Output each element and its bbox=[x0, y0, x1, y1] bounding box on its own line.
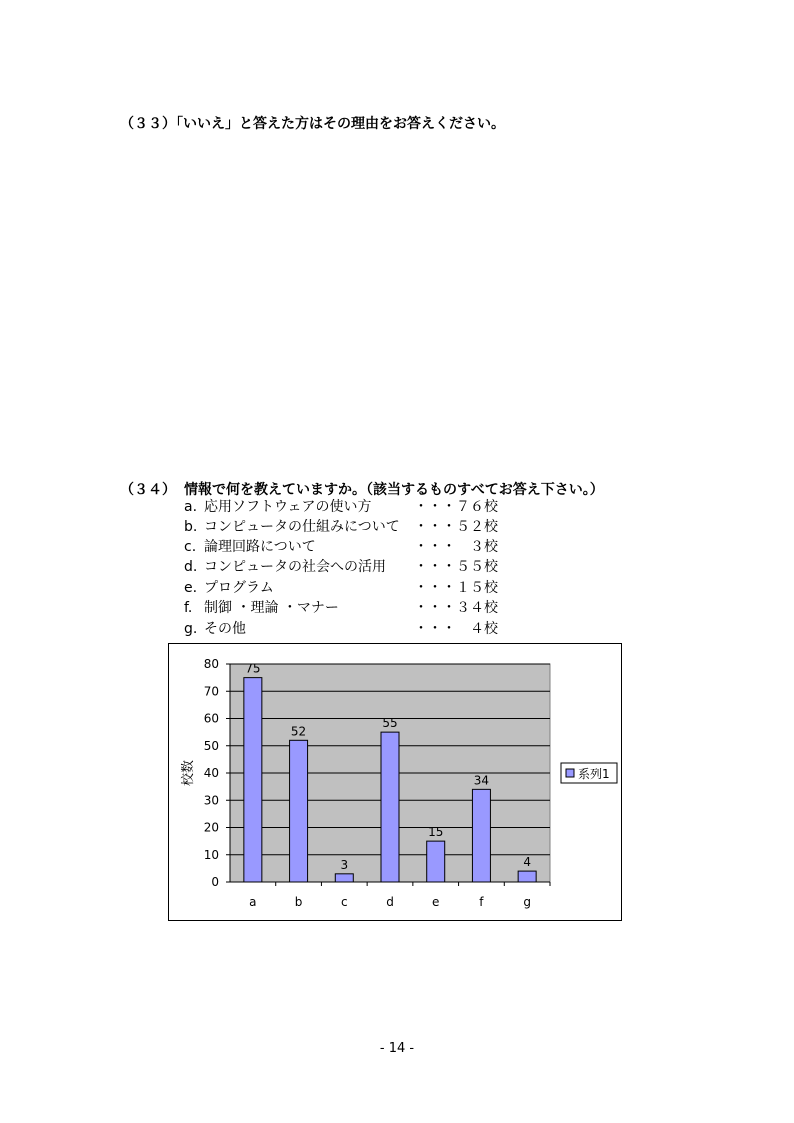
x-tick-label: c bbox=[340, 895, 348, 909]
y-tick-label: 60 bbox=[203, 711, 219, 726]
option-g bbox=[184, 619, 498, 639]
x-tick-label: g bbox=[523, 895, 531, 909]
option-e bbox=[184, 578, 498, 598]
option-label: その他 bbox=[204, 621, 246, 637]
option-letter: d. bbox=[184, 559, 198, 575]
option-letter: a. bbox=[184, 499, 198, 515]
y-tick-label: 40 bbox=[203, 766, 219, 780]
question-33: （３３）「いいえ」と答えた方はその理由をお答えください。 bbox=[120, 116, 505, 132]
x-tick-label: d bbox=[386, 895, 394, 909]
option-letter: g. bbox=[184, 621, 198, 637]
option-label: 論理回路について bbox=[204, 539, 316, 555]
y-tick-label: 30 bbox=[203, 793, 219, 808]
bar-chart bbox=[168, 643, 622, 921]
y-tick-label: 0 bbox=[211, 875, 219, 889]
legend-label: 系列1 bbox=[578, 767, 610, 781]
bar-chart-svg bbox=[169, 644, 621, 920]
data-label: 75 bbox=[245, 661, 261, 676]
option-count: ・・・５２校 bbox=[414, 519, 498, 535]
option-label: 制御 ・理論 ・マナー bbox=[204, 600, 339, 616]
bar bbox=[427, 841, 445, 882]
y-tick-label: 50 bbox=[203, 738, 219, 753]
option-letter: c. bbox=[184, 539, 197, 555]
y-tick-label: 80 bbox=[203, 657, 219, 671]
y-tick-label: 70 bbox=[203, 684, 219, 699]
bar bbox=[518, 871, 536, 882]
y-axis-label: 校数 bbox=[181, 759, 196, 787]
question-34-number: （３４） bbox=[120, 482, 176, 498]
x-tick-label: e bbox=[432, 895, 440, 909]
option-label: プログラム bbox=[204, 580, 274, 596]
y-tick-label: 10 bbox=[203, 847, 219, 862]
option-label: コンピュータの社会への活用 bbox=[204, 559, 386, 575]
x-tick-label: b bbox=[294, 895, 303, 909]
option-count: ・・・３４校 bbox=[414, 600, 498, 616]
x-tick-label: a bbox=[249, 895, 257, 909]
data-label: 52 bbox=[290, 724, 307, 739]
option-count: ・・・１５校 bbox=[414, 580, 498, 596]
option-count: ・・・７６校 bbox=[414, 499, 498, 515]
bar bbox=[472, 789, 490, 882]
data-label: 55 bbox=[382, 716, 398, 731]
data-label: 34 bbox=[473, 773, 490, 788]
option-count: ・・・ ３校 bbox=[414, 539, 498, 555]
bar bbox=[244, 678, 262, 882]
bar bbox=[335, 874, 353, 882]
option-f bbox=[184, 598, 498, 618]
option-label: 応用ソフトウェアの使い方 bbox=[204, 499, 372, 515]
page-number: - 14 - bbox=[379, 1041, 415, 1056]
option-letter: e. bbox=[184, 580, 198, 596]
y-tick-label: 20 bbox=[203, 820, 219, 835]
question-34-text: 情報で何を教えていますか。（該当するものすべてお答え下さい。） bbox=[184, 482, 604, 498]
option-a bbox=[184, 497, 498, 517]
option-letter: b. bbox=[184, 519, 198, 535]
data-label: 4 bbox=[523, 855, 531, 870]
option-count: ・・・５５校 bbox=[414, 559, 498, 575]
option-label: コンピュータの仕組みについて bbox=[204, 519, 400, 535]
option-c bbox=[184, 537, 498, 557]
bar bbox=[381, 732, 399, 882]
option-d bbox=[184, 557, 498, 577]
option-letter: f. bbox=[184, 600, 193, 616]
bar bbox=[290, 740, 308, 882]
legend-swatch bbox=[566, 769, 574, 777]
data-label: 3 bbox=[340, 857, 349, 872]
option-b bbox=[184, 517, 498, 537]
x-tick-label: f bbox=[479, 895, 484, 909]
data-label: 15 bbox=[428, 825, 444, 840]
option-count: ・・・ ４校 bbox=[414, 621, 498, 637]
